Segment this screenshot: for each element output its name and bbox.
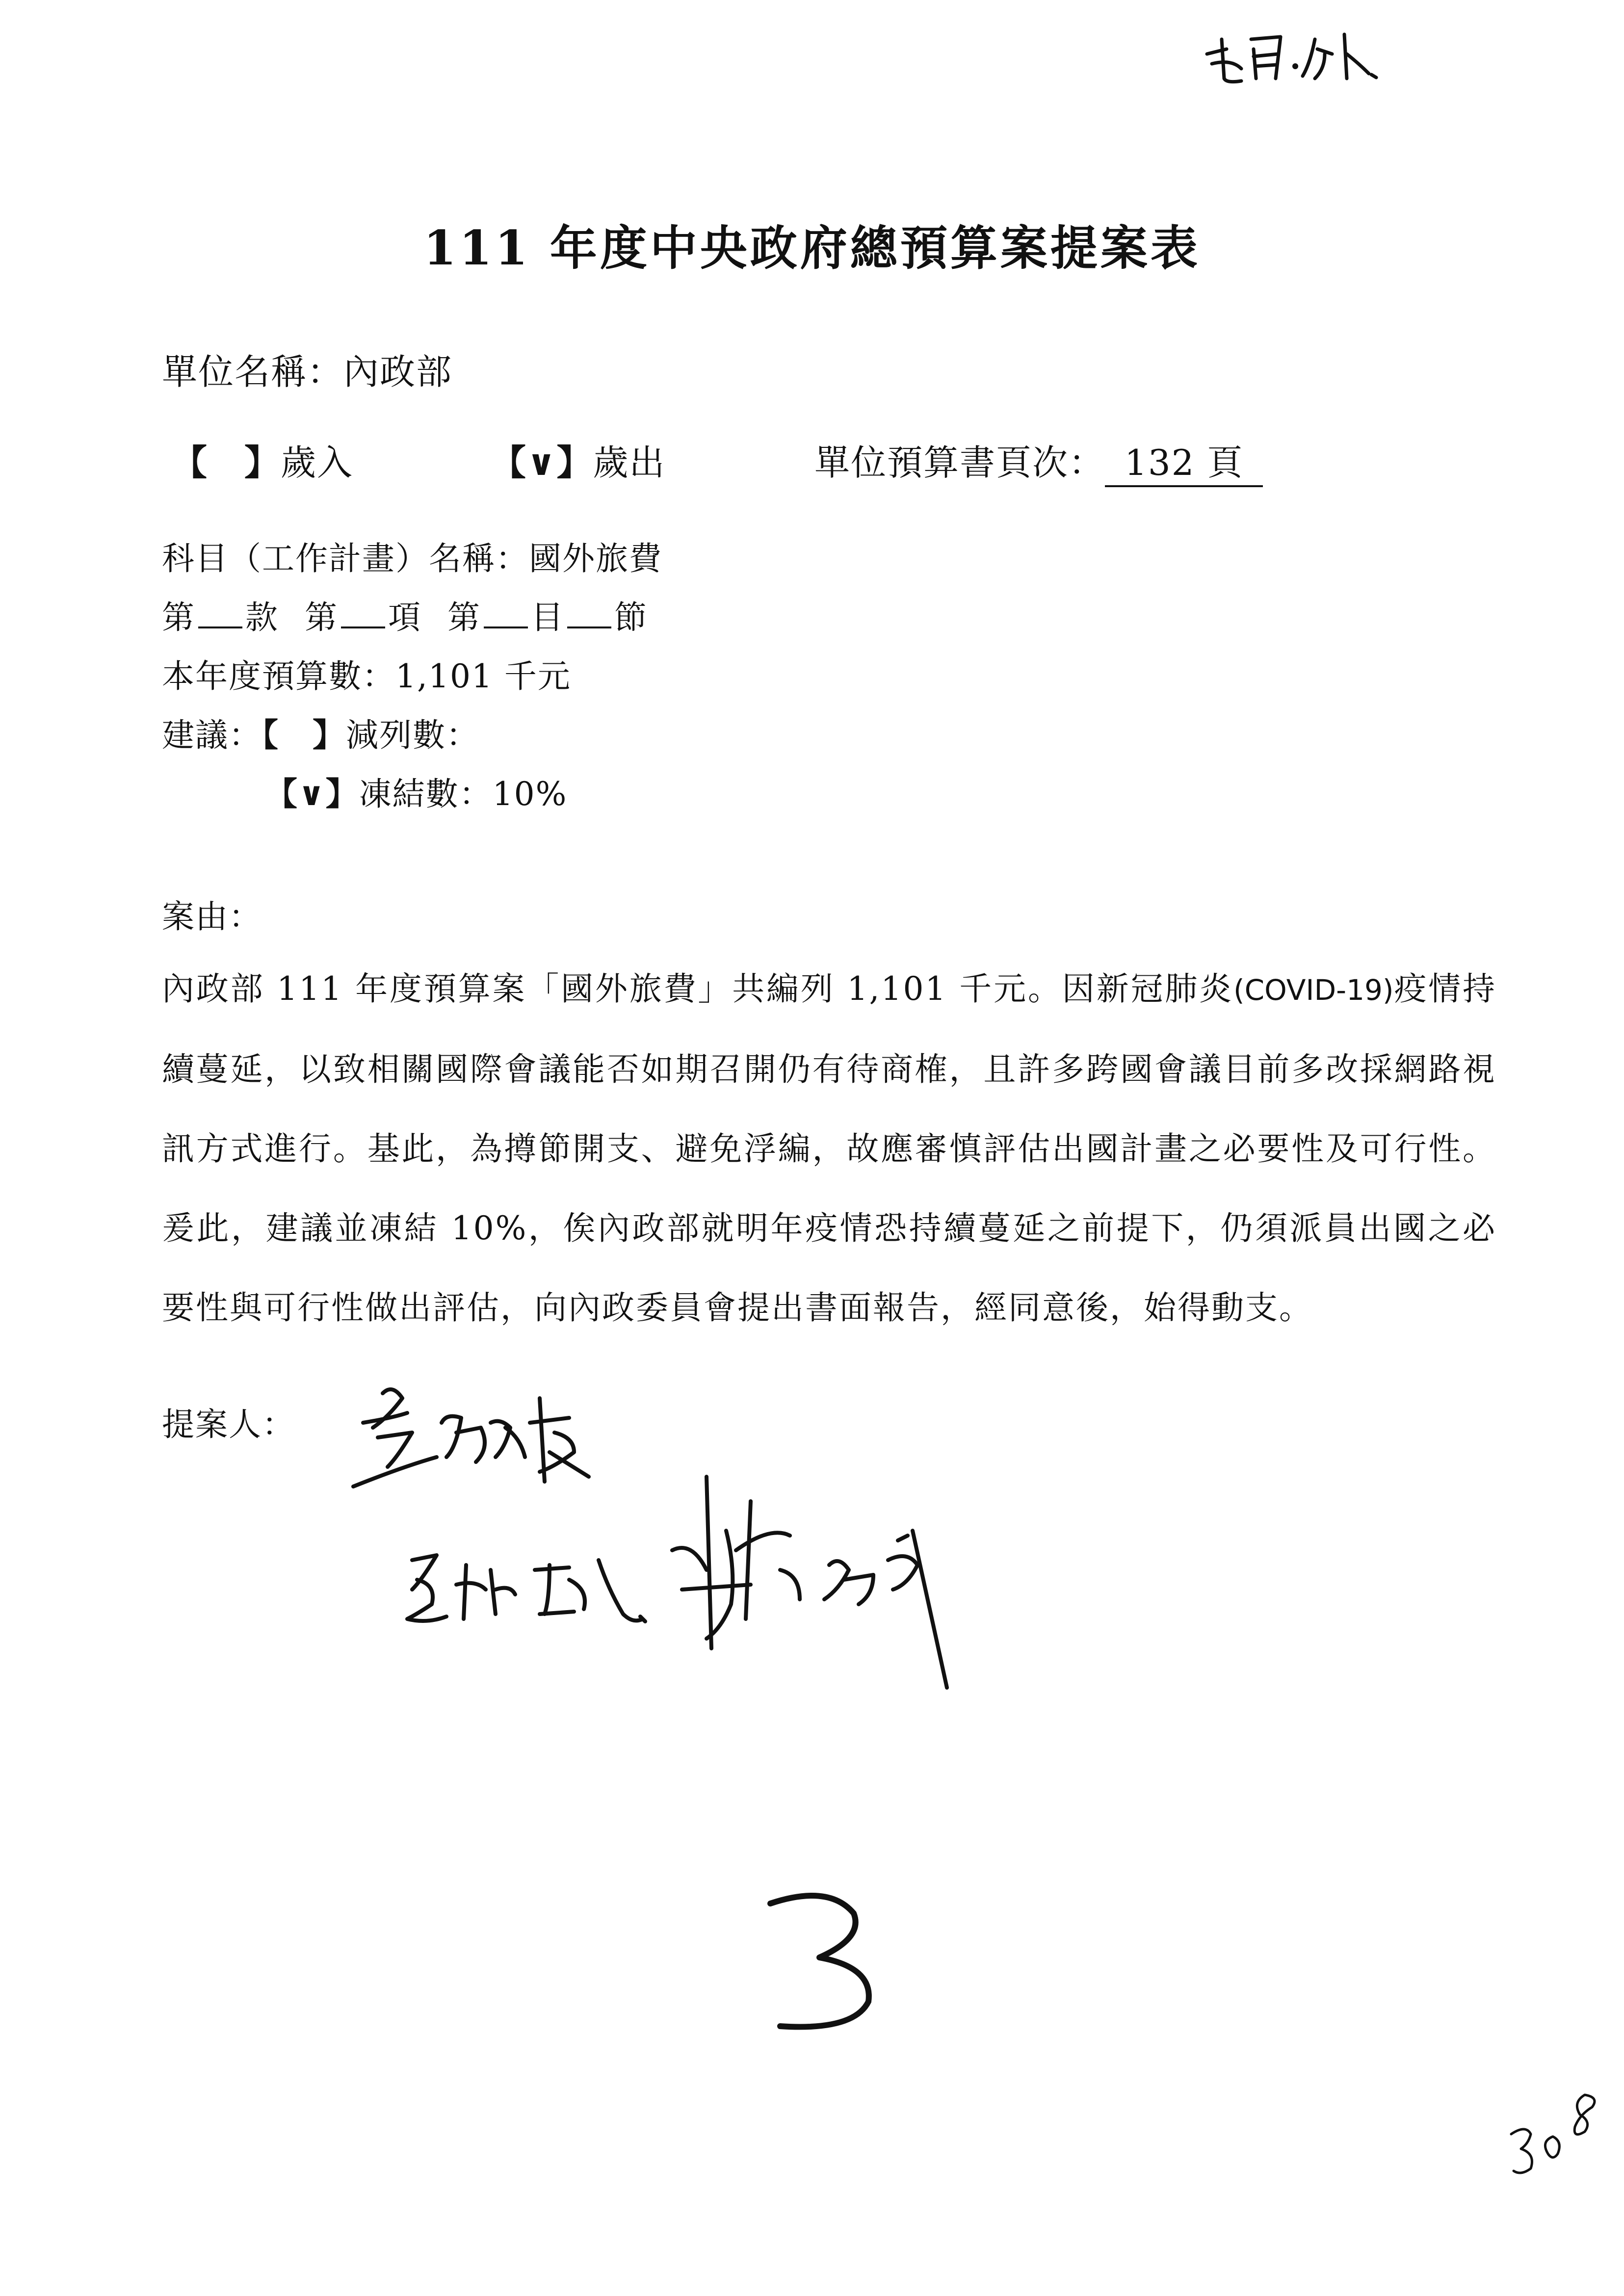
budget-amount-value: 1,101 千元 <box>395 657 571 695</box>
section-line <box>162 591 648 638</box>
unit-name-label: 單位名稱： <box>162 351 344 392</box>
reason-label: 案由： <box>162 898 262 936</box>
subject-label: 科目（工作計畫）名稱： <box>162 540 529 577</box>
kuan-prefix: 第 <box>162 599 195 636</box>
reason-covid-term: (COVID-19) <box>1233 973 1394 1007</box>
suggestion-label: 建議： <box>162 716 262 754</box>
unit-name-value: 內政部 <box>343 351 453 392</box>
corner-number-drawing <box>1501 2080 1614 2178</box>
reason-text-part1: 內政部 111 年度預算案「國外旅費」共編列 1,101 千元。因新冠肺炎 <box>162 970 1233 1008</box>
freeze-label: 凍結數： <box>359 775 493 813</box>
jie-blank <box>567 597 611 628</box>
corner-handwritten-mark <box>1197 20 1384 93</box>
subject-line <box>162 532 662 579</box>
corner-handwritten-number <box>1501 2080 1614 2178</box>
unit-name-line <box>162 343 452 394</box>
mu-blank <box>484 597 528 628</box>
handwritten-page-number <box>751 1884 888 2041</box>
freeze-checkbox: 【∨】 <box>265 775 359 813</box>
expenditure-checkbox: 【∨】 <box>491 442 593 483</box>
suggestion-reduce-line <box>162 709 479 756</box>
expenditure-line <box>491 434 665 485</box>
signature-3-drawing <box>653 1442 957 1717</box>
signature-3 <box>653 1442 957 1717</box>
budget-amount-label: 本年度預算數： <box>162 657 395 695</box>
revenue-label: 歲入 <box>281 442 354 483</box>
xiang-blank <box>341 597 385 628</box>
proposer-label: 提案人： <box>162 1406 295 1443</box>
page-ref-value: 132 頁 <box>1105 434 1263 487</box>
kuan-blank <box>198 597 242 628</box>
reduce-label: 減列數： <box>346 716 479 754</box>
page-ref-label: 單位預算書頁次： <box>814 442 1105 483</box>
expenditure-label: 歲出 <box>593 442 666 483</box>
jie-unit: 節 <box>614 599 648 636</box>
xiang-prefix: 第 <box>304 599 338 636</box>
subject-value: 國外旅費 <box>529 540 662 577</box>
kuan-unit: 款 <box>245 599 279 636</box>
page-number-drawing <box>751 1884 888 2041</box>
mu-prefix: 第 <box>447 599 481 636</box>
mu-unit: 目 <box>530 599 564 636</box>
freeze-value: 10% <box>492 775 568 813</box>
page-ref-line <box>814 434 1263 487</box>
xiang-unit: 項 <box>388 599 421 636</box>
signature-2 <box>393 1531 667 1639</box>
reason-body <box>162 949 1496 1348</box>
signature-1 <box>343 1364 618 1511</box>
budget-amount-line <box>162 650 571 697</box>
reduce-checkbox: 【 】 <box>262 716 346 754</box>
signature-2-drawing <box>393 1531 667 1639</box>
reason-text-part2: 疫情持續蔓延，以致相關國際會議能否如期召開仍有待商榷，且許多跨國會議目前多改採網路視訊方式進行。基此，為撙節開支、避免浮編，故應審慎評估出國計畫之必要性及可行性。爰此，建議並凍結 10%，俟內政部就明年疫情恐持續蔓延之前提下，仍須派員出國之必要性與可行性做出評估，向內政委員會提出書面報告，經同意後，始得動支。 <box>162 970 1496 1327</box>
corner-mark-drawing <box>1197 20 1384 93</box>
budget-type-line <box>172 434 353 485</box>
suggestion-freeze-line <box>265 768 567 814</box>
revenue-checkbox: 【 】 <box>172 442 281 483</box>
form-title: 111 年度中央政府總預算案提案表 <box>423 220 1201 276</box>
signature-1-drawing <box>343 1364 618 1511</box>
